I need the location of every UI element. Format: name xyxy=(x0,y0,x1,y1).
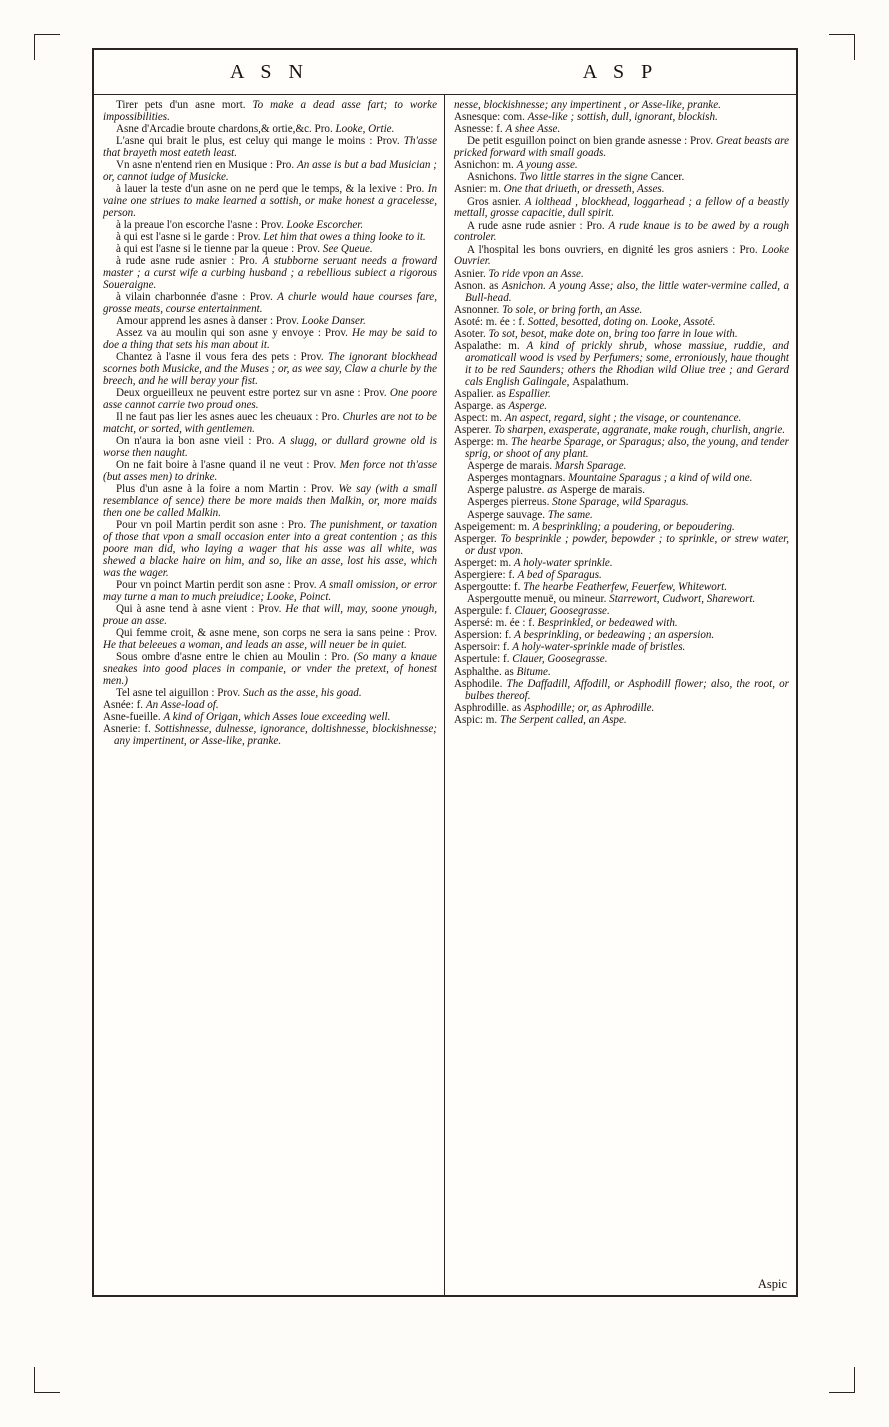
entry-french-text: à la preaue l'on escorche l'asne : Prov. xyxy=(116,219,287,231)
entry-french-text: On ne fait boire à l'asne quand il ne veut : Prov. xyxy=(116,459,340,472)
dictionary-entry xyxy=(103,436,437,460)
entry-french-text: : m. xyxy=(479,713,500,726)
entry-french-text: : f. xyxy=(130,698,146,711)
entry-english-gloss: A besprinkling; a poudering, or bepoudering. xyxy=(532,520,735,533)
entry-english-gloss: One poore asse cannot carrie two proud ones. xyxy=(103,387,437,412)
entry-headword: Asnerie xyxy=(103,723,138,735)
entry-english-gloss: Men force not th'asse (but asses men) to drinke. xyxy=(103,459,437,484)
entry-english-gloss: To besprinkle ; powder, bepowder ; to sprinkle, or strew water, or dust vpon. xyxy=(465,532,789,557)
entry-french-text: Gros asnier. xyxy=(467,195,525,208)
entry-english-gloss: To make a dead asse fart; to worke impossibilities. xyxy=(103,99,437,123)
entry-headword: Aspersé xyxy=(454,617,490,630)
entry-english-gloss: The ignorant blockhead scornes both Musicke, and the Muses ; or, as wee say, Claw a churle by the breech, and he will beray your fist. xyxy=(103,351,437,388)
entry-french-text: Chantez à l'asne il vous fera des pets : Prov. xyxy=(116,351,328,364)
entry-english-gloss: The punishment, or taxation of those that vpon a small occasion enter into a great contention ; as this poore man did, who laying a wager that his asse was all white, was shewed a blacke haire on him, and so, like an asse, lost his asse, which was the wager. xyxy=(103,519,438,579)
dictionary-entry xyxy=(103,256,437,292)
entry-french-text: : m. xyxy=(498,339,527,352)
entry-english-gloss: Sotted, besotted, doting on. Looke, Assoté. xyxy=(527,315,716,328)
entry-french-text: Qui femme croit, & asne mene, son corps ne sera ia sans peine : Prov. xyxy=(116,626,437,639)
entry-english-gloss: Looke Ouvrier. xyxy=(454,243,789,268)
entry-french-text: : m. xyxy=(490,436,511,449)
entry-english-gloss: A kind of Origan, which Asses loue exceeding well. xyxy=(163,710,391,723)
crop-mark-top-left-vertical xyxy=(34,34,35,60)
running-head-right: A S P xyxy=(582,60,659,83)
entry-french-text: as xyxy=(501,665,517,678)
entry-headword: Asnée xyxy=(103,698,131,711)
entry-gloss-tail: Asperge de marais. xyxy=(559,484,645,497)
entry-english-gloss: He that will, may, soone ynough, proue an asse. xyxy=(103,602,438,627)
entry-english-gloss: Marsh Sparage. xyxy=(554,460,627,473)
entry-english-gloss: See Queue. xyxy=(322,243,373,256)
crop-mark-bottom-right-horizontal xyxy=(829,1392,855,1393)
entry-french-text: Qui à asne tend à asne vient : Prov. xyxy=(116,602,286,615)
entry-english-gloss: A shee Asse. xyxy=(505,123,561,136)
entry-french-text: Asperge sauvage. xyxy=(467,508,548,521)
entry-french-text: as xyxy=(485,279,502,292)
entry-english-gloss: A rude knaue is to be awed by a rough controler. xyxy=(454,219,789,244)
dictionary-entry xyxy=(103,520,437,580)
entry-english-gloss: The hearbe Sparage, or Sparagus; also, the young, and tender sprig, or shoot of any plant. xyxy=(465,436,789,461)
entry-english-gloss: A iolthead , blockhead, loggarhead ; a fellow of a beastly mettall, grosse capacitie, dull spirit. xyxy=(454,195,789,220)
entry-headword: Aspic xyxy=(454,713,480,726)
entry-english-gloss: To sot, besot, make dote on, bring too farre in loue with. xyxy=(488,327,738,340)
entry-english-gloss: A stubborne seruant needs a froward master ; a curst wife a curbing husband ; a rebellious subiect a rigorous Soueraigne. xyxy=(103,255,437,292)
entry-english-gloss: Asse-like ; sottish, dull, ignorant, blockish. xyxy=(527,111,718,124)
entry-french-text: Vn asne n'entend rien en Musique : Pro. xyxy=(116,159,297,172)
dictionary-entry xyxy=(103,184,437,220)
entry-english-gloss: To sharpen, exasperate, aggranate, make rough, churlish, angrie. xyxy=(494,424,786,437)
entry-french-text: as xyxy=(493,387,509,400)
catchword: Aspic xyxy=(757,1277,787,1291)
entry-headword: Asparge. xyxy=(454,399,494,412)
entry-english-gloss: Sottishnesse, dulnesse, ignorance, doltishnesse, blockishnesse; any impertinent, or Asse-like, pranke. xyxy=(114,723,437,747)
entry-french-text: De petit esguillon poinct on bien grande asnesse : Prov. xyxy=(467,135,716,148)
entry-french-text: à qui est l'asne si le garde : Prov. xyxy=(116,231,264,244)
entry-english-gloss: The Serpent called, an Aspe. xyxy=(499,713,627,726)
entry-french-text: Asperge de marais. xyxy=(467,460,555,473)
entry-headword: Aspertule xyxy=(454,653,498,666)
entry-english-gloss: A young asse. xyxy=(516,159,578,172)
entry-english-gloss: Two little starres in the signe xyxy=(519,171,651,184)
entry-french-text: Sous ombre d'asne entre le chien au Moulin : Pro. xyxy=(116,650,354,663)
entry-english-gloss: Espallier. xyxy=(508,387,551,400)
dictionary-entry xyxy=(103,604,437,628)
entry-headword: Asnesse xyxy=(454,123,491,136)
entry-french-text: Asperge palustre. xyxy=(467,484,548,497)
entry-english-gloss: Asnichon. A young Asse; also, the little water-vermine called, a Bull-head. xyxy=(465,279,789,304)
entry-french-text: : m. xyxy=(484,411,505,424)
entry-headword: Asnon. xyxy=(454,279,486,292)
entry-french-text: Plus d'un asne à la foire a nom Martin : Prov. xyxy=(116,483,339,496)
entry-french-text: : m. ée : f. xyxy=(489,617,538,630)
entry-english-gloss: Looke Escorcher. xyxy=(286,219,364,231)
dictionary-entry xyxy=(454,341,789,389)
entry-headword: Aspersoir xyxy=(454,641,498,654)
entry-english-gloss: Looke, Ortie. xyxy=(335,123,395,135)
entry-english-gloss: (So many a knaue sneakes into good places in companie, or vnder the pretext, of honest men.) xyxy=(103,650,437,687)
entry-english-gloss: A kind of prickly shrub, whose massiue, ruddie, and aromaticall wood is vsed by Perfumers; some, erroniously, haue thought it to be red Saunders; others the Rhodian wild Oliue tree ; and Gerard cals English Galingale, xyxy=(465,339,789,388)
entry-english-gloss: Let him that owes a thing looke to it. xyxy=(263,231,426,244)
entry-french-text: : m. xyxy=(512,520,533,533)
dictionary-entry xyxy=(454,534,789,558)
entry-english-gloss: Such as the asse, his goad. xyxy=(242,686,362,699)
dictionary-entry xyxy=(454,715,789,727)
entry-english-gloss: Clauer, Goosegrasse. xyxy=(514,605,610,618)
entry-gloss-tail: Cancer. xyxy=(650,171,685,184)
entry-headword: Asphrodille. xyxy=(454,701,510,714)
entry-headword: Asoter. xyxy=(454,327,486,340)
entry-english-gloss: In vaine one striues to make learned a sottish, or make honest a gracelesse, person. xyxy=(103,183,437,219)
entry-french-text: Amour apprend les asnes à danser : Prov. xyxy=(116,315,302,328)
text-columns xyxy=(94,95,796,1295)
entry-english-gloss: The Daffadill, Affodill, or Asphodill flower; also, the root, or bulbes thereof. xyxy=(465,677,789,702)
entry-headword: Asne-fueille. xyxy=(103,710,161,723)
entry-headword: Aspergule xyxy=(454,605,500,618)
entry-english-gloss: An Asse-load of. xyxy=(145,698,219,711)
entry-french-text: Tel asne tel aiguillon : Prov. xyxy=(116,686,243,699)
entry-headword: Asphalthe. xyxy=(454,665,502,678)
column-left xyxy=(94,95,445,1295)
entry-english-gloss: An aspect, regard, sight ; the visage, or countenance. xyxy=(504,411,742,424)
entry-english-gloss: Clauer, Goosegrasse. xyxy=(512,653,608,666)
crop-mark-top-right-horizontal xyxy=(829,34,855,35)
entry-headword: Aspect xyxy=(454,411,485,424)
dictionary-entry xyxy=(454,245,789,269)
entry-english-gloss: To ride vpon an Asse. xyxy=(488,267,584,280)
entry-headword: Asperget xyxy=(454,556,494,569)
entry-headword: Asnonner. xyxy=(454,303,500,316)
entry-headword: Asnier xyxy=(454,183,484,196)
entry-french-text: Asperges pierreus. xyxy=(467,496,553,509)
entry-french-text: à qui est l'asne si le tienne par la queue : Prov. xyxy=(116,243,323,256)
crop-mark-bottom-right-vertical xyxy=(854,1367,855,1393)
entry-headword: Aspergiere xyxy=(454,568,503,581)
entry-french-text: : f. xyxy=(137,723,155,735)
entry-english-gloss: He may be said to doe a thing that sets his man about it. xyxy=(103,327,437,352)
dictionary-entry xyxy=(103,352,437,388)
entry-english-gloss: A holy-water sprinkle. xyxy=(513,556,613,569)
dictionary-entry xyxy=(103,580,437,604)
entry-french-text: A l'hospital les bons ouvriers, en dignité les gros asniers : Pro. xyxy=(467,243,762,256)
entry-english-gloss: A holy-water-sprinkle made of bristles. xyxy=(512,641,686,654)
entry-french-text: Aspergoutte menuë, ou mineur. xyxy=(467,592,610,605)
entry-french-text: L'asne qui brait le plus, est celuy qui mange le moins : Prov. xyxy=(116,135,404,148)
entry-french-text: Il ne faut pas lier les asnes auec les cheuaux : Pro. xyxy=(116,411,343,424)
entry-english-gloss: nesse, blockishnesse; any impertinent , or Asse-like, pranke. xyxy=(454,99,721,111)
entry-headword: Aspergoutte xyxy=(454,580,509,593)
crop-mark-top-right-vertical xyxy=(854,34,855,60)
dictionary-entry xyxy=(103,724,437,748)
dictionary-entry xyxy=(103,652,437,688)
entry-french-text: : f. xyxy=(499,629,515,642)
entry-french-text: : com. xyxy=(497,111,528,124)
entry-french-text: : f. xyxy=(497,653,513,666)
entry-french-text: : m. xyxy=(493,556,514,569)
entry-english-gloss: Churles are not to be matcht, or sorted, with gentlemen. xyxy=(103,411,437,436)
entry-french-text: à rude asne rude asnier : Pro. xyxy=(116,255,263,268)
entry-english-gloss: We say (with a small resemblance of sence) there be more maids then Malkin, or, more maids then one be called Malkin. xyxy=(103,483,438,519)
entry-french-text: as xyxy=(509,701,524,714)
entry-english-gloss: Asphodille; or, as Aphrodille. xyxy=(523,701,655,714)
dictionary-entry xyxy=(454,437,789,461)
entry-headword: Aspalier. xyxy=(454,387,494,400)
entry-english-gloss: Stone Sparage, wild Sparagus. xyxy=(552,496,689,509)
entry-english-gloss: Mountaine xyxy=(568,472,620,485)
dictionary-entry xyxy=(454,679,789,703)
entry-french-text: Pour vn poinct Martin perdit son asne : Prov. xyxy=(116,578,320,591)
page-frame xyxy=(92,48,798,1297)
column-right xyxy=(445,95,796,1295)
entry-english-gloss: A slugg, or dullard growne old is worse then naught. xyxy=(103,435,437,460)
entry-headword: Asperge xyxy=(454,436,491,449)
running-head-left: A S N xyxy=(230,60,309,83)
entry-headword: Asnier. xyxy=(454,267,486,280)
entry-french-text: : f. xyxy=(508,580,524,593)
dictionary-entry xyxy=(103,460,437,484)
dictionary-entry xyxy=(454,197,789,221)
entry-english-gloss: One that driueth, or dresseth, Asses. xyxy=(503,183,665,196)
entry-french-text: A rude asne rude asnier : Pro. xyxy=(467,219,609,232)
entry-headword: Aspersion xyxy=(454,629,499,642)
entry-headword: Asne d'Arcadie xyxy=(116,123,185,135)
entry-headword: Asphodile. xyxy=(454,677,503,690)
entry-french-text: Asperges montagnars. xyxy=(467,472,569,485)
dictionary-entry xyxy=(103,412,437,436)
entry-english-gloss: An asse is but a bad Musician ; or, cannot iudge of Musicke. xyxy=(103,159,437,183)
entry-english-gloss: Th'asse that brayeth most eateth least. xyxy=(103,135,437,159)
entry-french-text: à vilain charbonnée d'asne : Prov. xyxy=(116,291,278,304)
entry-english-gloss: Looke Danser. xyxy=(301,315,366,328)
crop-mark-bottom-left-horizontal xyxy=(34,1392,60,1393)
dictionary-entry xyxy=(103,292,437,316)
entry-headword: Aspeigement xyxy=(454,520,513,533)
entry-english-gloss: A bed of Sparagus. xyxy=(517,568,602,581)
entry-english-gloss: Great beasts are pricked forward with small goads. xyxy=(454,135,789,160)
entry-english-gloss: Starrewort, Cudwort, Sharewort. xyxy=(609,592,756,605)
dictionary-entry xyxy=(103,388,437,412)
entry-french-text: On n'aura ia bon asne vieil : Pro. xyxy=(116,435,279,448)
dictionary-entry xyxy=(103,160,437,184)
entry-french-text: as xyxy=(493,399,509,412)
dictionary-entry xyxy=(103,328,437,352)
dictionary-entry xyxy=(454,281,789,305)
running-head xyxy=(94,50,796,95)
entry-headword: Asperger. xyxy=(454,532,497,545)
entry-headword: Asperer. xyxy=(454,424,492,437)
entry-headword: Asnesque xyxy=(454,111,498,124)
entry-english-gloss: The hearbe Featherfew, Feuerfew, Whitewort. xyxy=(523,580,727,593)
entry-gloss-tail-italic: Sparagus ; a kind of wild one. xyxy=(619,472,753,485)
crop-mark-bottom-left-vertical xyxy=(34,1367,35,1393)
entry-english-gloss: To sole, or bring forth, an Asse. xyxy=(502,303,643,316)
entry-french-text: : m. ée : f. xyxy=(479,315,528,328)
entry-french-text: Assez va au moulin qui son asne y envoye : Prov. xyxy=(116,327,352,340)
entry-english-gloss: Asperge. xyxy=(508,399,548,412)
dictionary-entry xyxy=(103,628,437,652)
dictionary-entry xyxy=(103,136,437,160)
crop-mark-top-left-horizontal xyxy=(34,34,60,35)
entry-french-text: broute chardons,& ortie,&c. Pro. xyxy=(184,123,336,135)
entry-english-gloss: as xyxy=(547,484,560,497)
entry-french-text: : m. xyxy=(496,159,517,172)
entry-french-text: Pour vn poil Martin perdit son asne : Pro. xyxy=(116,519,310,532)
entry-headword: Asoté xyxy=(454,315,480,328)
entry-headword: Aspalathe xyxy=(454,339,499,352)
entry-english-gloss: A churle would haue courses fare, grosse meats, course entertainment. xyxy=(103,291,437,316)
entry-english-gloss: Bitume. xyxy=(516,665,551,678)
entry-english-gloss: Besprinkled, or bedeawed with. xyxy=(537,617,678,630)
entry-french-text: Tirer pets d'un asne mort. xyxy=(116,99,253,111)
entry-english-gloss: He that beleeues a woman, and leads an asse, will neuer be in quiet. xyxy=(103,638,407,651)
dictionary-entry xyxy=(454,136,789,160)
dictionary-entry xyxy=(103,100,437,124)
entry-french-text: : f. xyxy=(490,123,506,136)
entry-french-text: Deux orgueilleux ne peuvent estre portez sur vn asne : Prov. xyxy=(116,387,390,400)
entry-gloss-tail: Aspalathum. xyxy=(572,375,629,388)
entry-french-text: : f. xyxy=(497,641,513,654)
entry-french-text: : f. xyxy=(502,568,518,581)
entry-english-gloss: A besprinkling, or bedeawing ; an aspersion. xyxy=(514,629,715,642)
entry-english-gloss: The same. xyxy=(547,508,593,521)
entry-headword: Asnichons. xyxy=(467,171,517,184)
entry-french-text: : m. xyxy=(483,183,504,196)
entry-headword: Asnichon xyxy=(454,159,497,172)
entry-english-gloss: A small omission, or error may turne a man to much preiudice; Looke, Poinct. xyxy=(103,578,438,603)
entry-french-text: : f. xyxy=(499,605,515,618)
entry-french-text: à lauer la teste d'un asne on ne perd que le temps, & la lexive : Pro. xyxy=(116,183,428,196)
dictionary-entry xyxy=(103,484,437,520)
dictionary-entry xyxy=(454,221,789,245)
